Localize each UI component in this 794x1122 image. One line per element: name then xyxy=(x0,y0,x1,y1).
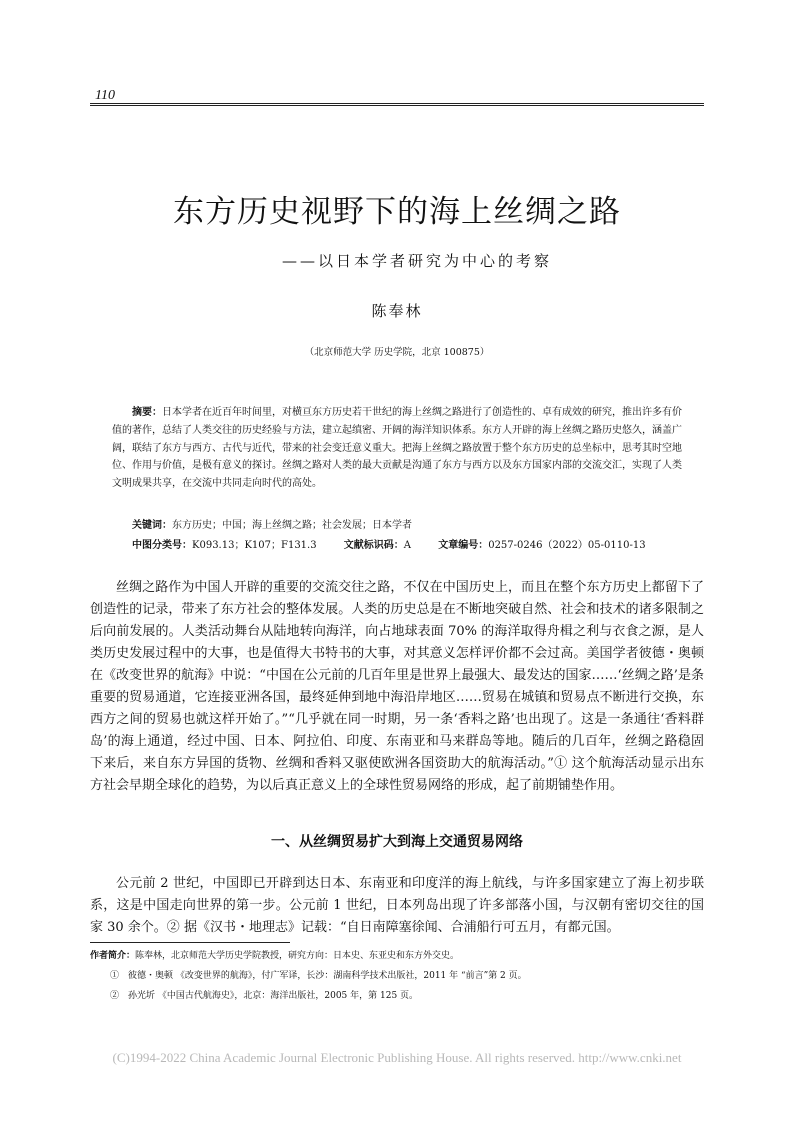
author-intro-text: 陈奉林，北京师范大学历史学院教授，研究方向：日本史、东亚史和东方外交史。 xyxy=(135,951,460,961)
author-name: 陈奉林 xyxy=(371,302,423,320)
footnote-1: ① 彼德・奥顿 《改变世界的航海》，付广军译，长沙：湖南科学技术出版社，2011 年 “前言”第 2 页。 xyxy=(110,971,527,981)
header-rule xyxy=(90,103,704,109)
footnote-2: ② 孙光圻 《中国古代航海史》，北京：海洋出版社，2005 年，第 125 页。 xyxy=(110,991,419,1001)
doc-code-value: A xyxy=(403,540,412,551)
author-affiliation: （北京师范大学 历史学院，北京 100875） xyxy=(304,347,490,358)
abstract-text: 日本学者在近百年时间里，对横亘东方历史若干世纪的海上丝绸之路进行了创造性的、卓有成效的研究，推出许多有价值的著作，总结了人类交往的历史经验与方法，建立起缜密、开阔的海洋知识体系。东方人开辟的海上丝绸之路历史悠久，涵盖广阔，联结了东方与西方、古代与近代，带来的社会变迁意义重大。把海上丝绸之路放置于整个东方历史的总坐标中，思考其时空地位、作用与价值，是极有意义的探讨。丝绸之路对人类的最大贡献是沟通了东方与西方以及东方国家内部的交流交汇，实现了人类文明成果共享，在交流中共同走向时代的高处。 xyxy=(112,407,682,490)
abstract-label: 摘要： xyxy=(132,407,162,418)
clc-value: K093.13；K107；F131.3 xyxy=(192,540,317,551)
keywords xyxy=(132,517,682,534)
article-subtitle: ——以日本学者研究为中心的考察 xyxy=(281,252,552,270)
classification-line xyxy=(132,537,682,554)
article-title: 东方历史视野下的海上丝绸之路 xyxy=(173,194,621,230)
page-number: 110 xyxy=(95,88,115,103)
keywords-label: 关键词： xyxy=(132,520,172,531)
paragraph-text: 公元前 2 世纪，中国即已开辟到达日本、东南亚和印度洋的海上航线，与许多国家建立了海上初步联系，这是中国走向世界的第一步。公元前 1 世纪，日本列岛出现了许多部落小国，与汉朝有密切交往的国家 30 余个。② 据《汉书・地理志》记载：“自日南障塞徐闻、合浦船行可五月，有都元国。 xyxy=(90,876,704,935)
article-no-value: 0257-0246（2022）05-0110-13 xyxy=(488,540,646,551)
author-intro-label: 作者简介： xyxy=(90,951,136,961)
keywords-text: 东方历史；中国；海上丝绸之路；社会发展；日本学者 xyxy=(172,520,412,531)
body-paragraph-1 xyxy=(90,577,704,797)
clc-label: 中图分类号： xyxy=(132,540,192,551)
body-paragraph-2 xyxy=(90,873,704,939)
paragraph-text: 丝绸之路作为中国人开辟的重要的交流交往之路，不仅在中国历史上，而且在整个东方历史上都留下了创造性的记录，带来了东方社会的整体发展。人类的历史总是在不断地突破自然、社会和技术的诸多限制之后向前发展的。人类活动舞台从陆地转向海洋，向占地球表面 70% 的海洋取得舟楫之利与衣食之源，是人类历史发展过程中的大事，也是值得大书特书的大事，对其意义怎样评价都不会过高。美国学者彼德・奥顿在《改变世界的航海》中说：“中国在公元前的几百年里是世界上最强大、最发达的国家……‘丝绸之路’是条重要的贸易通道，它连接亚洲各国，最终延伸到地中海沿岸地区……贸易在城镇和贸易点不断进行交换，东西方之间的贸易也就这样开始了。”“几乎就在同一时期，另一条‘香料之路’也出现了。这是一条通往‘香料群岛’的海上通道，经过中国、日本、阿拉伯、印度、东南亚和马来群岛等地。随后的几百年，丝绸之路稳固下来后，来自东方异国的货物、丝绸和香料又驱使欧洲各国资助大的航海活动。”① 这个航海活动显示出东方社会早期全球化的趋势，为以后真正意义上的全球性贸易网络的形成，起了前期铺垫作用。 xyxy=(90,580,704,793)
copyright-watermark: (C)1994-2022 China Academic Journal Electronic Publishing House. All rights reserved. http://www.cnki.net xyxy=(112,1050,682,1065)
section-heading: 一、从丝绸贸易扩大到海上交通贸易网络 xyxy=(271,834,523,850)
doc-code-label: 文献标识码： xyxy=(343,540,404,551)
author-intro xyxy=(90,946,704,966)
footnote-rule xyxy=(90,942,290,943)
abstract xyxy=(112,404,682,493)
article-no-label: 文章编号： xyxy=(438,540,489,551)
footnotes xyxy=(90,946,704,1006)
